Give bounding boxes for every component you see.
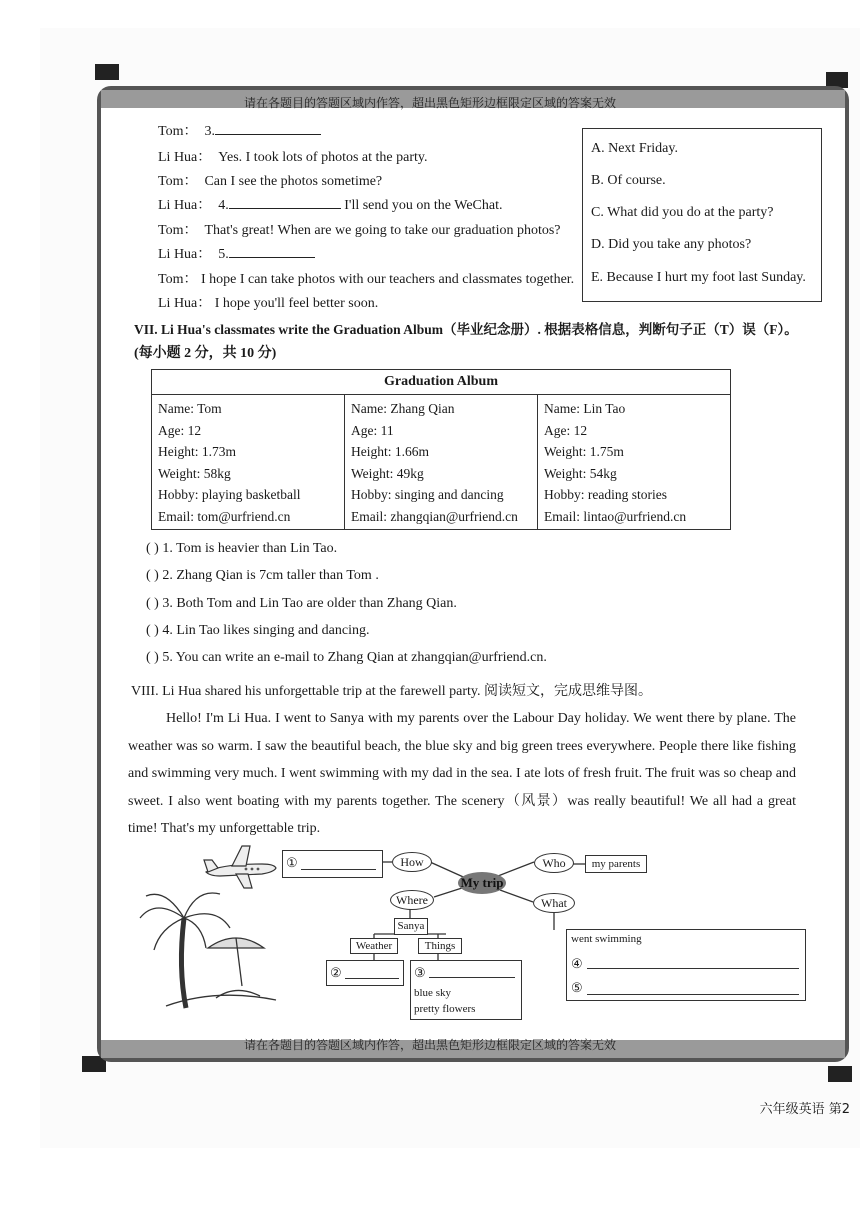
line-text: I'll send you on the WeChat. <box>340 198 503 213</box>
student-email: Email: lintao@urfriend.cn <box>544 508 687 524</box>
statement-2[interactable]: ( ) 2. Zhang Qian is 7cm taller than Tom . <box>146 568 379 583</box>
things-item: blue sky <box>414 987 451 999</box>
things-item: pretty flowers <box>414 1003 476 1015</box>
line-text: Yes. I took lots of photos at the party. <box>218 150 428 165</box>
student-email: Email: tom@urfriend.cn <box>158 508 291 524</box>
mindmap-who-node: Who <box>534 853 574 873</box>
speaker: Tom： <box>158 174 198 189</box>
blank-number[interactable]: ⑤ <box>571 980 583 995</box>
blank-line <box>429 977 515 978</box>
line-text: Can I see the photos sometime? <box>204 174 383 189</box>
mindmap-blank-1[interactable] <box>282 850 383 878</box>
student-weight: Weight: 58kg <box>158 465 231 481</box>
mindmap-what-box <box>566 929 806 1001</box>
speaker: Tom： <box>158 272 198 287</box>
student-name: Name: Lin Tao <box>544 401 626 416</box>
option-a: A. Next Friday. <box>591 141 678 156</box>
table-title: Graduation Album <box>152 370 731 395</box>
speaker: Tom： <box>158 124 198 139</box>
student-height: Weight: 1.75m <box>544 444 624 459</box>
mindmap-things-box <box>410 960 522 1020</box>
airplane-icon <box>202 842 282 892</box>
speaker: Li Hua： <box>158 198 212 213</box>
line-text: 5. <box>218 247 229 262</box>
statement-1[interactable]: ( ) 1. Tom is heavier than Lin Tao. <box>146 541 338 556</box>
blank-number[interactable]: ③ <box>414 965 426 980</box>
line-text: 4. <box>218 198 229 213</box>
footer-notice: 请在各题目的答题区域内作答，超出黑色矩形边框限定区域的答案无效 <box>243 1038 616 1052</box>
option-b: B. Of course. <box>591 173 666 188</box>
student-age: Age: 12 <box>158 422 202 438</box>
speaker: Li Hua： <box>158 296 212 311</box>
student-age: Age: 12 <box>544 422 588 438</box>
header-notice: 请在各题目的答题区域内作答，超出黑色矩形边框限定区域的答案无效 <box>243 96 616 110</box>
mindmap-center-node: My trip <box>458 872 506 894</box>
palm-tree-beach-icon <box>136 888 286 1018</box>
speaker: Li Hua： <box>158 247 212 262</box>
mindmap-where-answer: Sanya <box>394 918 428 935</box>
statement-5[interactable]: ( ) 5. You can write an e-mail to Zhang Qian at zhangqian@urfriend.cn. <box>146 650 547 665</box>
line-text: I hope I can take photos with our teachers and classmates together. <box>200 272 575 287</box>
mindmap-weather-node: Weather <box>350 938 398 954</box>
student-height: Height: 1.73m <box>158 444 236 459</box>
student-height: Height: 1.66m <box>351 444 429 459</box>
mindmap-where-node: Where <box>390 890 434 910</box>
mindmap-things-node: Things <box>418 938 462 954</box>
blank-number[interactable]: ④ <box>571 956 583 971</box>
section-7-heading: VII. Li Hua's classmates write the Graduation Album（毕业纪念册）. 根据表格信息，判断句子正（T）误（F）。 <box>134 322 798 337</box>
blank-line <box>345 978 399 979</box>
line-text: I hope you'll feel better soon. <box>214 296 379 311</box>
student-name: Name: Zhang Qian <box>351 401 455 416</box>
student-name: Name: Tom <box>158 401 222 416</box>
student-hobby: Hobby: singing and dancing <box>351 487 504 502</box>
line-text: 3. <box>204 124 215 139</box>
mindmap-blank-2[interactable] <box>326 960 404 986</box>
option-e: E. Because I hurt my foot last Sunday. <box>591 270 806 285</box>
option-c: C. What did you do at the party? <box>591 205 774 220</box>
section-7-score-note: (每小题 2 分，共 10 分) <box>134 346 277 361</box>
speaker: Li Hua： <box>158 150 212 165</box>
mindmap-who-answer: my parents <box>585 855 647 873</box>
student-hobby: Hobby: reading stories <box>544 487 667 502</box>
student-weight: Weight: 49kg <box>351 465 424 481</box>
student-weight: Weight: 54kg <box>544 465 617 481</box>
mindmap-what-node: What <box>533 893 575 913</box>
student-age: Age: 11 <box>351 422 394 438</box>
statement-4[interactable]: ( ) 4. Lin Tao likes singing and dancing. <box>146 623 370 638</box>
line-text: That's great! When are we going to take our graduation photos? <box>204 223 561 238</box>
blank-line <box>301 869 376 870</box>
passage-text: Hello! I'm Li Hua. I went to Sanya with my parents over the Labour Day holiday. We went there by plane. The weather was so warm. I saw the beautiful beach, the blue sky and big green trees everywhere. People there like fishing and swimming very much. I went swimming with my dad in the sea. I ate lots of fresh fruit. The fruit was so cheap and sweet. I also went boating with my parents together. The scenery（风景）was really beautiful! We all had a great time! That's my unforgettable trip. <box>128 711 796 836</box>
blank-number: ② <box>330 965 342 980</box>
blank-number: ① <box>286 855 298 870</box>
option-d: D. Did you take any photos? <box>591 237 752 252</box>
statement-3[interactable]: ( ) 3. Both Tom and Lin Tao are older than Zhang Qian. <box>146 596 457 611</box>
blank-line <box>587 994 799 995</box>
section-8-heading: VIII. Li Hua shared his unforgettable trip at the farewell party. 阅读短文，完成思维导图。 <box>131 684 652 699</box>
mindmap-how-node: How <box>392 852 432 872</box>
student-hobby: Hobby: playing basketball <box>158 487 301 502</box>
what-item: went swimming <box>571 933 642 945</box>
page-label: 六年级英语 第2 <box>759 1102 850 1117</box>
blank-line <box>587 968 799 969</box>
student-email: Email: zhangqian@urfriend.cn <box>351 508 518 524</box>
speaker: Tom： <box>158 223 198 238</box>
